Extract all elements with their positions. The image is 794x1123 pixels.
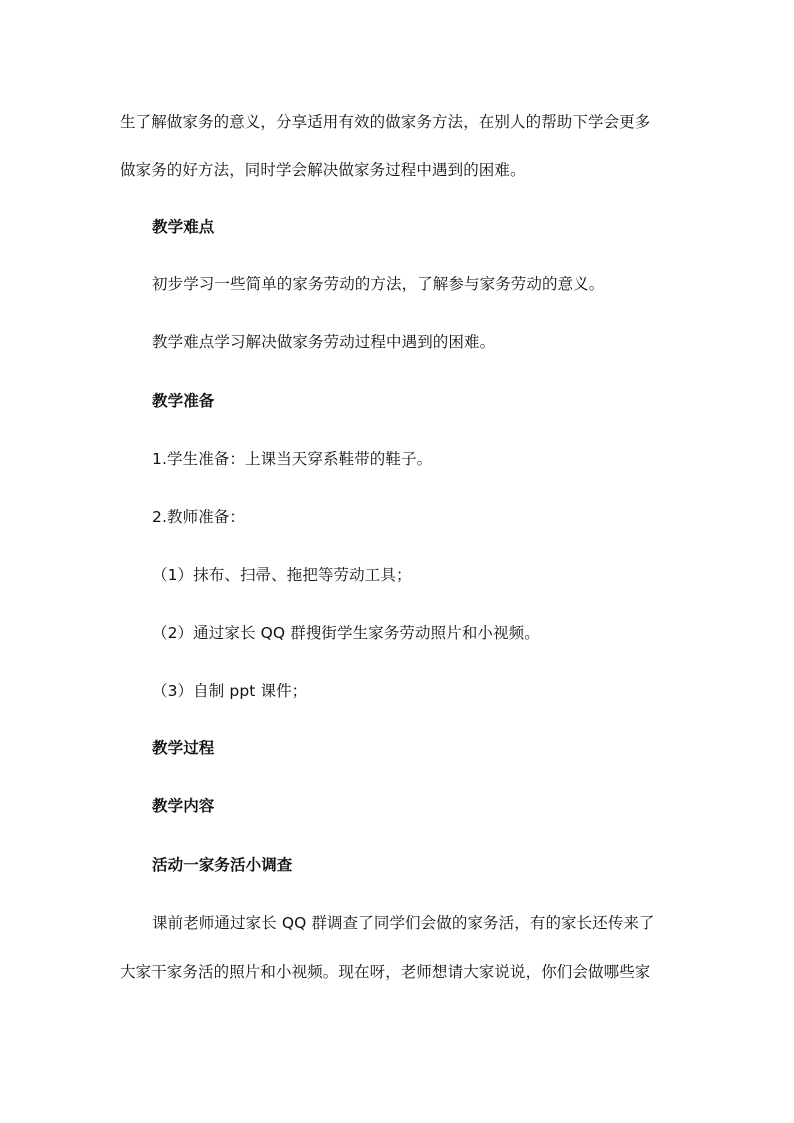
list-item: （2）通过家长 QQ 群搜街学生家务劳动照片和小视频。 [152,624,540,642]
section-heading-preparation: 教学准备 [152,392,215,410]
paragraph-line: 教学难点学习解决做家务劳动过程中遇到的困难。 [152,333,496,351]
list-item: （3）自制 ppt 课件； [152,682,308,700]
list-item: （1）抹布、扫帚、拖把等劳动工具； [152,566,412,584]
section-heading-activity1: 活动一家务活小调查 [152,856,293,874]
section-heading-content: 教学内容 [152,797,215,815]
paragraph-line: 课前老师通过家长 QQ 群调查了同学们会做的家务活，有的家长还传来了 [152,914,655,932]
section-heading-difficulty: 教学难点 [152,218,215,236]
section-heading-process: 教学过程 [152,739,215,757]
paragraph-line: 2.教师准备： [152,508,245,526]
paragraph-line: 生了解做家务的意义，分享适用有效的做家务方法，在别人的帮助下学会更多 [120,113,651,131]
paragraph-line: 1.学生准备：上课当天穿系鞋带的鞋子。 [152,450,433,468]
paragraph-line: 大家干家务活的照片和小视频。现在呀，老师想请大家说说，你们会做哪些家 [120,963,651,981]
paragraph-line: 做家务的好方法，同时学会解决做家务过程中遇到的困难。 [120,161,526,179]
paragraph-line: 初步学习一些简单的家务劳动的方法，了解参与家务劳动的意义。 [152,275,605,293]
